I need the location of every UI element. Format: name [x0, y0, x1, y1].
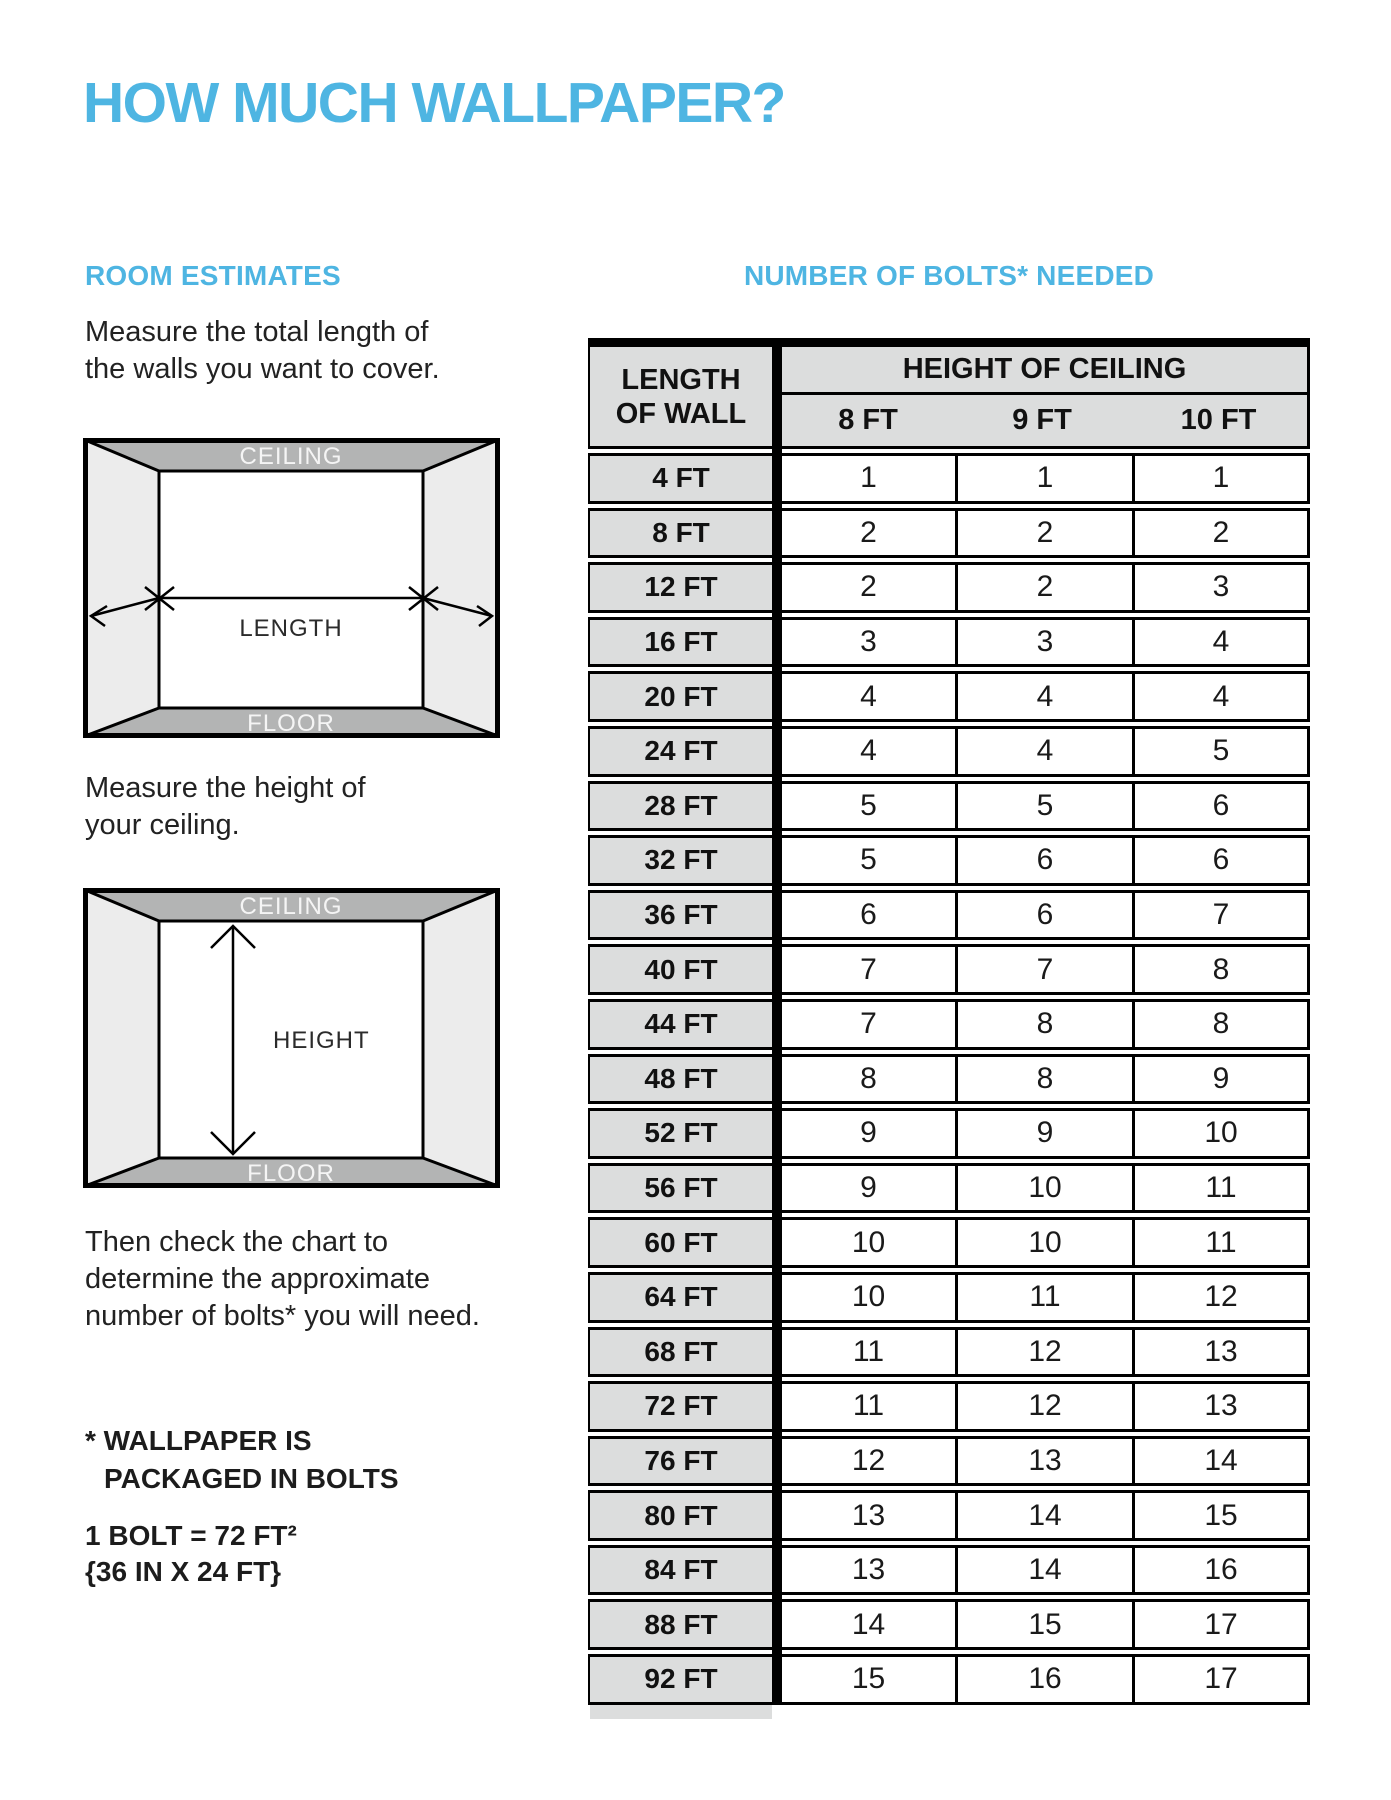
bolts-9ft-cell: 15: [955, 1599, 1132, 1650]
bolts-9ft-cell: 14: [955, 1545, 1132, 1596]
table-row: [588, 781, 1310, 832]
table-row: [588, 508, 1310, 559]
row-label: 68 FT: [588, 1327, 772, 1378]
bolts-8ft-cell: 8: [782, 1054, 955, 1105]
table-row: [588, 671, 1310, 722]
table-row: [588, 890, 1310, 941]
bolts-9ft-cell: 6: [955, 835, 1132, 886]
row-label: 76 FT: [588, 1436, 772, 1487]
bolts-9ft-cell: 8: [955, 1054, 1132, 1105]
room-length-diagram-svg: [83, 438, 500, 738]
table-row: [588, 453, 1310, 504]
bolts-8ft-cell: 12: [782, 1436, 955, 1487]
bolts-10ft-cell: 13: [1132, 1381, 1310, 1432]
bolts-9ft-cell: 12: [955, 1327, 1132, 1378]
bolts-10ft-cell: 17: [1132, 1599, 1310, 1650]
table-vertical-divider: [772, 338, 782, 1705]
table-row: [588, 944, 1310, 995]
footnote-line2: PACKAGED IN BOLTS: [104, 1463, 399, 1494]
bolts-9ft-cell: 4: [955, 671, 1132, 722]
bolts-8ft-cell: 7: [782, 944, 955, 995]
bolts-10ft-cell: 14: [1132, 1436, 1310, 1487]
row-label: 92 FT: [588, 1654, 772, 1705]
step3-line2: determine the approximate: [85, 1263, 430, 1295]
length-of-wall-line2: OF WALL: [615, 397, 747, 430]
bolts-9ft-cell: 4: [955, 726, 1132, 777]
ceiling-label: CEILING: [239, 893, 343, 920]
bolts-10ft-cell: 2: [1132, 508, 1310, 559]
step2-text: [85, 770, 366, 844]
row-label: 4 FT: [588, 453, 772, 504]
bolts-8ft-cell: 14: [782, 1599, 955, 1650]
ceiling-height-diagram: [83, 888, 500, 1188]
bolts-10ft-cell: 6: [1132, 781, 1310, 832]
table-row: [588, 1108, 1310, 1159]
bolt-size-info: [85, 1518, 297, 1590]
bolts-10ft-cell: 1: [1132, 453, 1310, 504]
bolts-10ft-cell: 17: [1132, 1654, 1310, 1705]
ceiling-label: CEILING: [239, 443, 343, 470]
bolts-8ft-cell: 13: [782, 1490, 955, 1541]
bolts-10ft-cell: 12: [1132, 1272, 1310, 1323]
bolts-9ft-cell: 11: [955, 1272, 1132, 1323]
table-row: [588, 1381, 1310, 1432]
bolts-10ft-cell: 7: [1132, 890, 1310, 941]
bolts-8ft-cell: 2: [782, 562, 955, 613]
step2-line2: your ceiling.: [85, 809, 240, 841]
ceiling-height-diagram-svg: [83, 888, 500, 1188]
bolts-8ft-cell: 5: [782, 835, 955, 886]
table-bottom-gray-stub: [590, 1705, 772, 1719]
bolts-9ft-cell: 16: [955, 1654, 1132, 1705]
bolts-9ft-cell: 2: [955, 508, 1132, 559]
row-label: 72 FT: [588, 1381, 772, 1432]
bolts-10ft-cell: 4: [1132, 617, 1310, 668]
bolts-8ft-cell: 6: [782, 890, 955, 941]
bolts-needed-heading: NUMBER OF BOLTS* NEEDED: [743, 260, 1155, 291]
bolts-8ft-cell: 11: [782, 1381, 955, 1432]
bolts-8ft-cell: 7: [782, 999, 955, 1050]
bolts-8ft-cell: 15: [782, 1654, 955, 1705]
bolts-9ft-cell: 3: [955, 617, 1132, 668]
bolts-10ft-cell: 13: [1132, 1327, 1310, 1378]
ceiling-height-columns: [782, 395, 1310, 449]
row-label: 48 FT: [588, 1054, 772, 1105]
bolts-8ft-cell: 5: [782, 781, 955, 832]
bolt-dimensions: {36 IN X 24 FT}: [85, 1556, 282, 1587]
row-label: 16 FT: [588, 617, 772, 668]
table-row: [588, 999, 1310, 1050]
table-row: [588, 1490, 1310, 1541]
bolts-table: [588, 338, 1310, 1720]
column-header-9ft: 9 FT: [1012, 404, 1072, 436]
height-measure-label: HEIGHT: [273, 1027, 370, 1054]
length-of-wall-line1: LENGTH: [621, 363, 741, 396]
table-top-border: [588, 338, 1310, 347]
bolts-10ft-cell: 5: [1132, 726, 1310, 777]
row-label: 84 FT: [588, 1545, 772, 1596]
row-label: 88 FT: [588, 1599, 772, 1650]
bolts-10ft-cell: 9: [1132, 1054, 1310, 1105]
bolts-8ft-cell: 4: [782, 726, 955, 777]
row-label: 40 FT: [588, 944, 772, 995]
table-row: [588, 562, 1310, 613]
page-title: HOW MUCH WALLPAPER?: [83, 71, 785, 135]
row-label: 44 FT: [588, 999, 772, 1050]
floor-label: FLOOR: [247, 1160, 335, 1187]
bolt-equivalence: 1 BOLT = 72 FT²: [85, 1520, 297, 1551]
bolts-9ft-cell: 14: [955, 1490, 1132, 1541]
step3-line3: number of bolts* you will need.: [85, 1300, 480, 1332]
bolts-9ft-cell: 2: [955, 562, 1132, 613]
table-row: [588, 1545, 1310, 1596]
bolts-10ft-cell: 16: [1132, 1545, 1310, 1596]
bolts-8ft-cell: 10: [782, 1272, 955, 1323]
bolts-10ft-cell: 11: [1132, 1163, 1310, 1214]
table-row: [588, 1654, 1310, 1705]
table-row: [588, 1436, 1310, 1487]
footnote-line1: * WALLPAPER IS: [85, 1425, 312, 1456]
bolts-8ft-cell: 9: [782, 1163, 955, 1214]
room-estimates-heading: ROOM ESTIMATES: [85, 260, 341, 291]
row-label: 64 FT: [588, 1272, 772, 1323]
bolts-10ft-cell: 11: [1132, 1217, 1310, 1268]
height-of-ceiling-header: HEIGHT OF CEILING: [782, 347, 1310, 395]
row-label: 24 FT: [588, 726, 772, 777]
bolts-footnote: [85, 1422, 399, 1498]
bolts-8ft-cell: 2: [782, 508, 955, 559]
row-label: 56 FT: [588, 1163, 772, 1214]
bolts-8ft-cell: 13: [782, 1545, 955, 1596]
bolts-8ft-cell: 11: [782, 1327, 955, 1378]
bolts-10ft-cell: 15: [1132, 1490, 1310, 1541]
length-measure-label: LENGTH: [239, 615, 343, 642]
step1-text: [85, 314, 440, 388]
row-label: 8 FT: [588, 508, 772, 559]
bolts-9ft-cell: 10: [955, 1163, 1132, 1214]
bolts-9ft-cell: 13: [955, 1436, 1132, 1487]
bolts-8ft-cell: 4: [782, 671, 955, 722]
step1-line2: the walls you want to cover.: [85, 353, 440, 385]
step2-line1: Measure the height of: [85, 772, 366, 804]
row-label: 60 FT: [588, 1217, 772, 1268]
row-label: 20 FT: [588, 671, 772, 722]
table-row: [588, 835, 1310, 886]
bolts-9ft-cell: 10: [955, 1217, 1132, 1268]
row-label: 32 FT: [588, 835, 772, 886]
table-row: [588, 1163, 1310, 1214]
table-row: [588, 1327, 1310, 1378]
row-label: 80 FT: [588, 1490, 772, 1541]
bolts-8ft-cell: 1: [782, 453, 955, 504]
table-row: [588, 617, 1310, 668]
back-wall: [159, 471, 423, 708]
bolts-9ft-cell: 5: [955, 781, 1132, 832]
table-row: [588, 1217, 1310, 1268]
table-body: [588, 453, 1310, 1709]
bolts-9ft-cell: 1: [955, 453, 1132, 504]
bolts-8ft-cell: 9: [782, 1108, 955, 1159]
length-of-wall-header: [588, 347, 772, 449]
bolts-9ft-cell: 8: [955, 999, 1132, 1050]
row-label: 52 FT: [588, 1108, 772, 1159]
bolts-9ft-cell: 7: [955, 944, 1132, 995]
table-row: [588, 1599, 1310, 1650]
bolts-10ft-cell: 8: [1132, 999, 1310, 1050]
bolts-10ft-cell: 8: [1132, 944, 1310, 995]
column-header-10ft: 10 FT: [1180, 404, 1257, 436]
table-row: [588, 726, 1310, 777]
floor-label: FLOOR: [247, 710, 335, 737]
bolts-10ft-cell: 4: [1132, 671, 1310, 722]
step3-text: [85, 1224, 480, 1335]
bolts-10ft-cell: 6: [1132, 835, 1310, 886]
bolts-9ft-cell: 12: [955, 1381, 1132, 1432]
bolts-9ft-cell: 9: [955, 1108, 1132, 1159]
table-row: [588, 1054, 1310, 1105]
bolts-10ft-cell: 10: [1132, 1108, 1310, 1159]
step3-line1: Then check the chart to: [85, 1226, 389, 1258]
row-label: 28 FT: [588, 781, 772, 832]
table-row: [588, 1272, 1310, 1323]
step1-line1: Measure the total length of: [85, 316, 429, 348]
bolts-10ft-cell: 3: [1132, 562, 1310, 613]
row-label: 12 FT: [588, 562, 772, 613]
row-label: 36 FT: [588, 890, 772, 941]
room-length-diagram: [83, 438, 500, 738]
column-header-8ft: 8 FT: [838, 404, 898, 436]
bolts-8ft-cell: 3: [782, 617, 955, 668]
bolts-8ft-cell: 10: [782, 1217, 955, 1268]
bolts-9ft-cell: 6: [955, 890, 1132, 941]
